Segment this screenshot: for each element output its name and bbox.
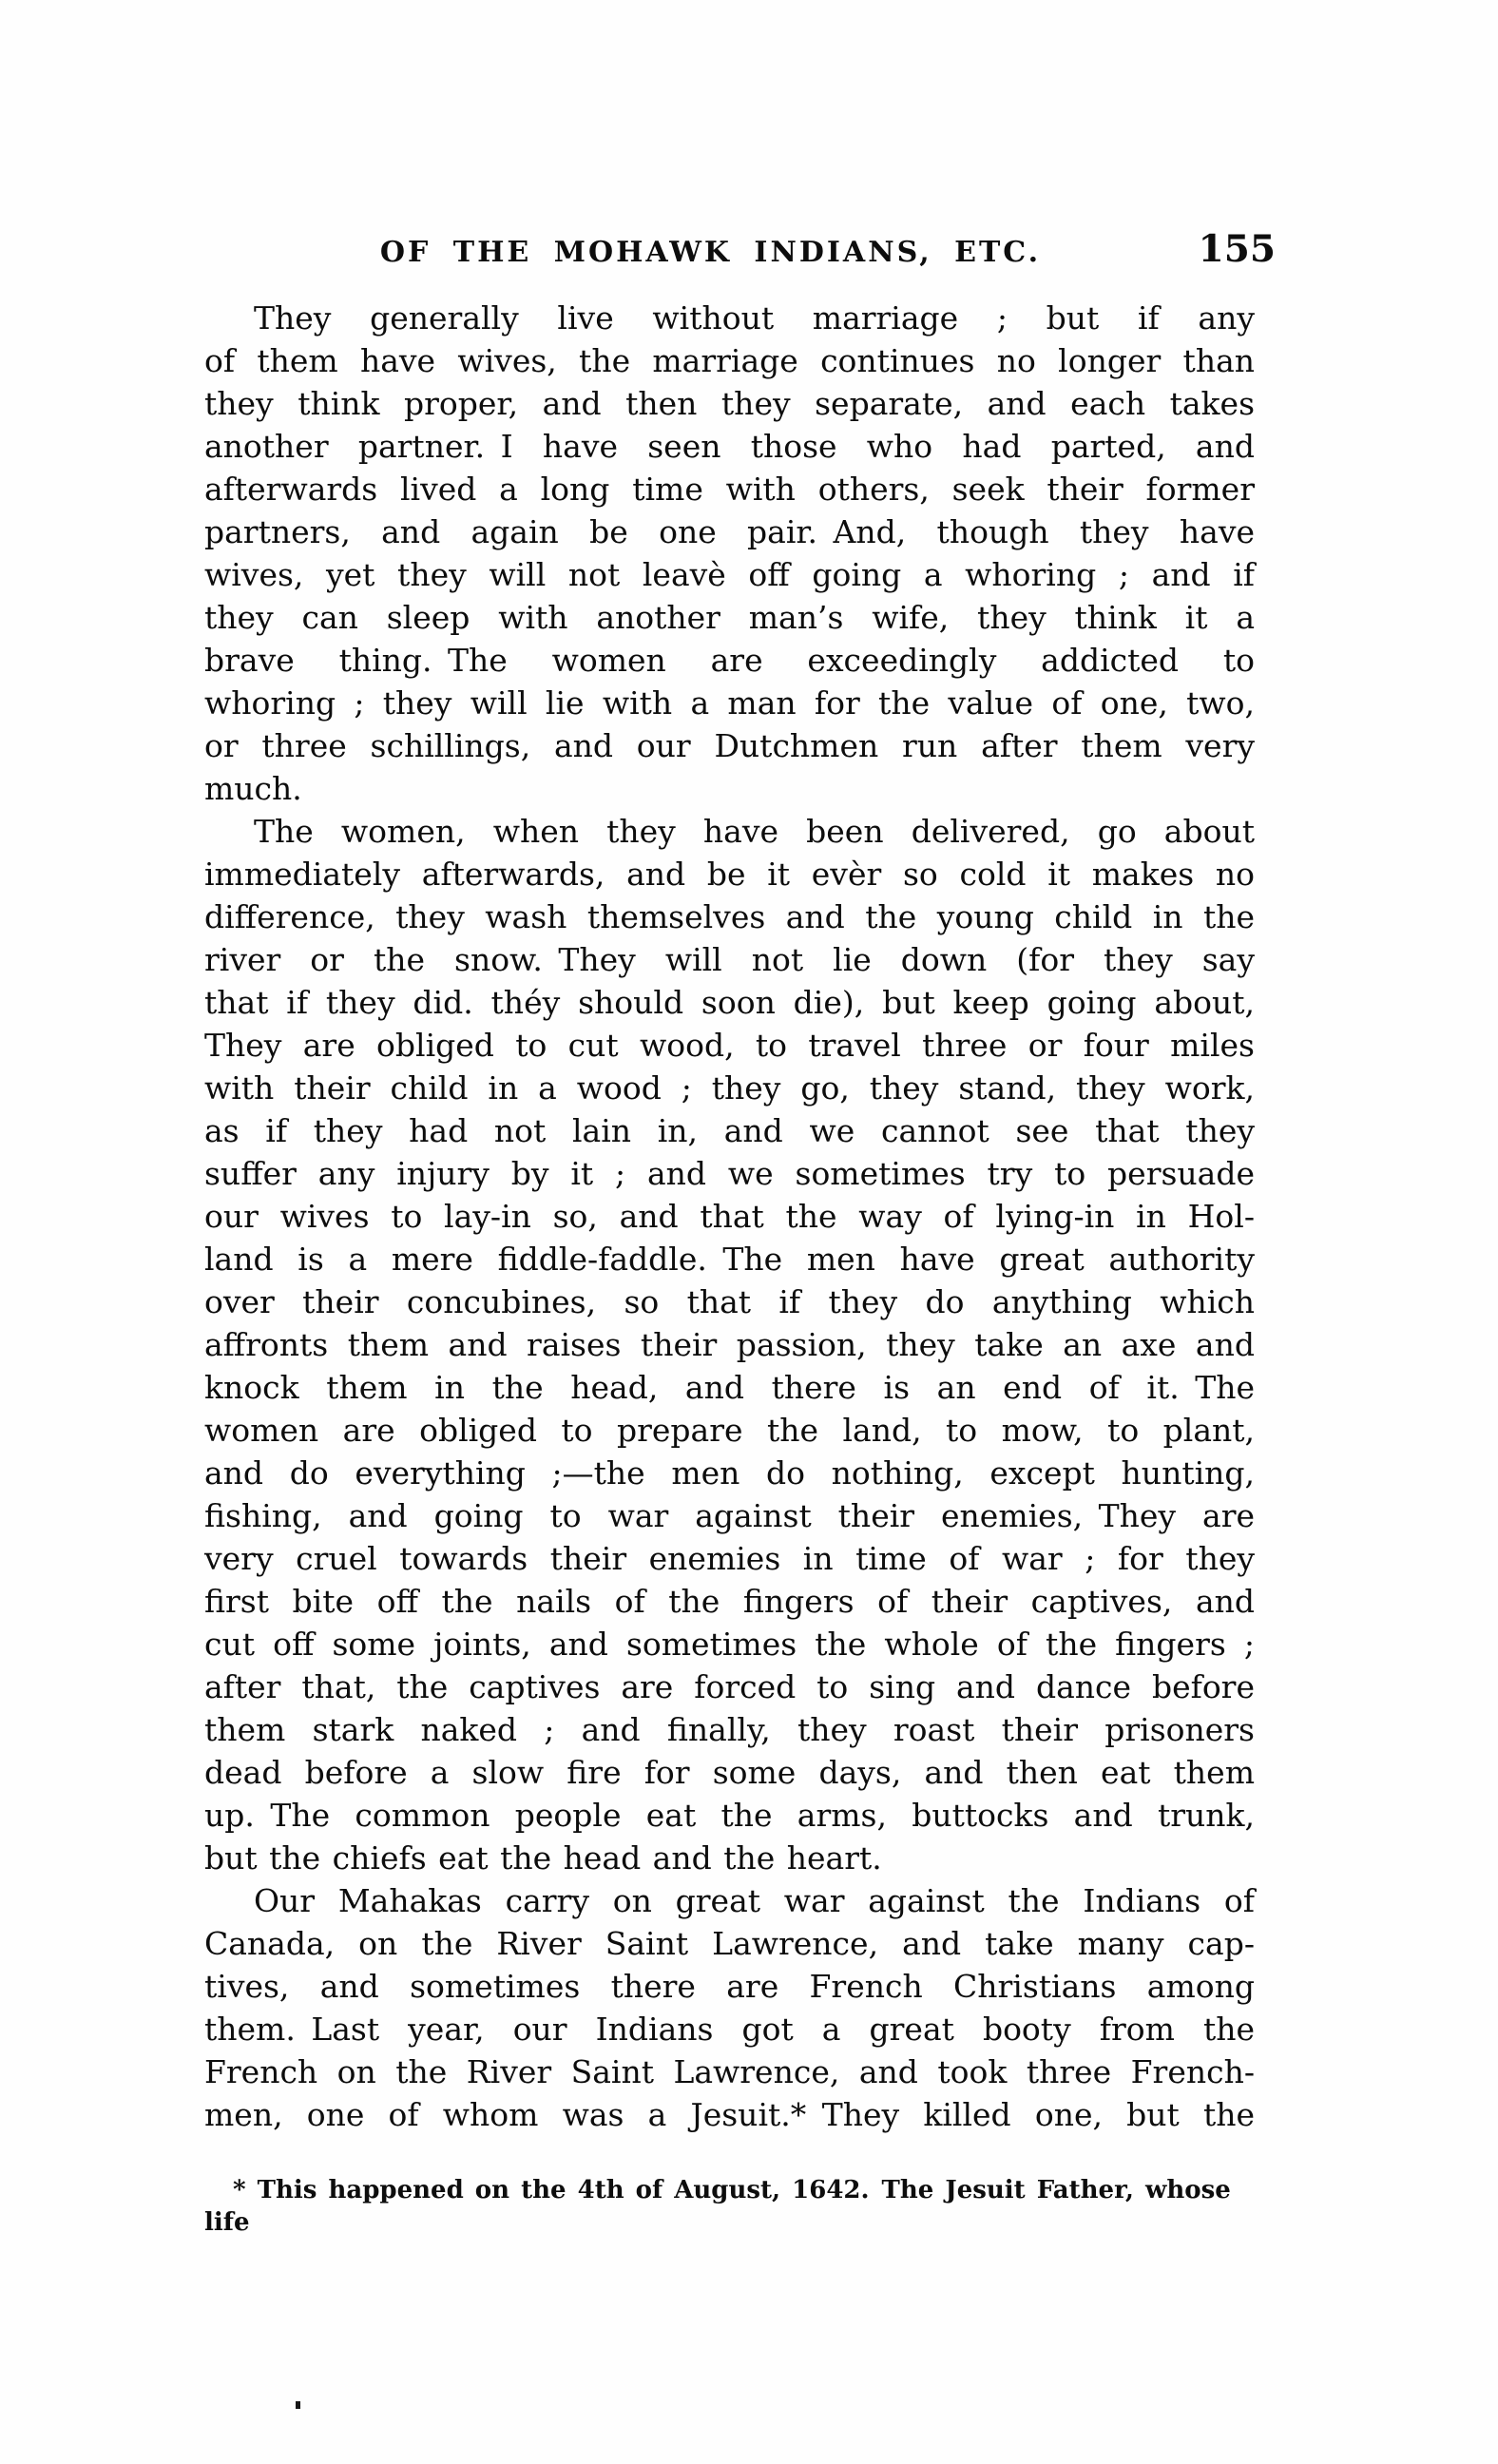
text-line: brave thing. The women are exceedingly addicted to	[204, 642, 1255, 679]
text-line: immediately afterwards, and be it evèr so cold it makes no	[204, 856, 1255, 893]
paragraph	[204, 810, 1255, 1879]
text-line: suffer any injury by it ; and we sometimes try to persuade	[204, 1155, 1255, 1192]
paragraph	[204, 297, 1255, 810]
text-line: that if they did. théy should soon die), but keep going about,	[204, 984, 1255, 1021]
text-line: land is a mere fiddle-faddle. The men have great authority	[204, 1241, 1255, 1278]
text-column	[204, 227, 1276, 2239]
text-line: They generally live without marriage ; but if any	[254, 299, 1255, 337]
text-line: affronts them and raises their passion, they take an axe and	[204, 1326, 1255, 1363]
text-line: The women, when they have been delivered, go about	[254, 813, 1255, 850]
running-header	[204, 227, 1276, 276]
text-line: whoring ; they will lie with a man for the value of one, two,	[204, 684, 1255, 722]
text-line: our wives to lay-in so, and that the way of lying-in in Hol-	[204, 1198, 1255, 1235]
text-line: them stark naked ; and finally, they roast their prisoners	[204, 1711, 1255, 1748]
text-line: fishing, and going to war against their enemies, They are	[204, 1497, 1255, 1534]
text-line: partners, and again be one pair. And, though they have	[204, 513, 1255, 550]
text-line: dead before a slow fire for some days, and then eat them	[204, 1754, 1255, 1791]
page-title: OF THE MOHAWK INDIANS, ETC.	[379, 236, 1042, 269]
text-line: Canada, on the River Saint Lawrence, and take many cap-	[204, 1925, 1255, 1962]
text-line: but the chiefs eat the head and the heart.	[204, 1839, 882, 1877]
text-line: river or the snow. They will not lie down (for they say	[204, 941, 1255, 978]
text-line: after that, the captives are forced to sing and dance before	[204, 1668, 1255, 1705]
body-text	[204, 297, 1255, 2136]
text-line: wives, yet they will not leavè off going a whoring ; and if	[204, 556, 1255, 593]
text-line: men, one of whom was a Jesuit.* They killed one, but the	[204, 2096, 1255, 2133]
text-line: over their concubines, so that if they do anything which	[204, 1283, 1255, 1320]
paragraph	[204, 1879, 1255, 2136]
text-line: French on the River Saint Lawrence, and took three French-	[204, 2053, 1255, 2090]
text-line: They are obliged to cut wood, to travel three or four miles	[204, 1027, 1255, 1064]
text-line: first bite off the nails of the fingers of their captives, and	[204, 1583, 1255, 1620]
footnote: * This happened on the 4th of August, 1642. The Jesuit Father, whose life	[204, 2176, 1231, 2237]
text-line: them. Last year, our Indians got a great booty from the	[204, 2011, 1255, 2048]
text-line: cut off some joints, and sometimes the whole of the fingers ;	[204, 1626, 1255, 1663]
text-line: knock them in the head, and there is an end of it. The	[204, 1369, 1255, 1406]
text-line: another partner. I have seen those who had parted, and	[204, 428, 1255, 465]
text-line: as if they had not lain in, and we cannot see that they	[204, 1112, 1255, 1149]
text-line: difference, they wash themselves and the young child in the	[204, 898, 1255, 935]
text-line: much.	[204, 770, 302, 807]
text-line: tives, and sometimes there are French Christians among	[204, 1968, 1255, 2005]
text-line: they think proper, and then they separate, and each takes	[204, 385, 1255, 422]
text-line: up. The common people eat the arms, buttocks and trunk,	[204, 1797, 1255, 1834]
text-line: very cruel towards their enemies in time of war ; for they	[204, 1540, 1255, 1577]
text-line: women are obliged to prepare the land, to mow, to plant,	[204, 1412, 1255, 1449]
text-line: of them have wives, the marriage continues no longer than	[204, 342, 1255, 379]
text-line: afterwards lived a long time with others, seek their former	[204, 471, 1255, 508]
text-line: or three schillings, and our Dutchmen run after them very	[204, 727, 1255, 764]
text-line: they can sleep with another man’s wife, they think it a	[204, 599, 1255, 636]
text-line: and do everything ;—the men do nothing, except hunting,	[204, 1454, 1255, 1492]
text-line: Our Mahakas carry on great war against the Indians of	[254, 1882, 1255, 1919]
text-line: with their child in a wood ; they go, they stand, they work,	[204, 1069, 1255, 1107]
ink-speck	[296, 2401, 300, 2409]
page-number: 155	[1198, 227, 1276, 271]
